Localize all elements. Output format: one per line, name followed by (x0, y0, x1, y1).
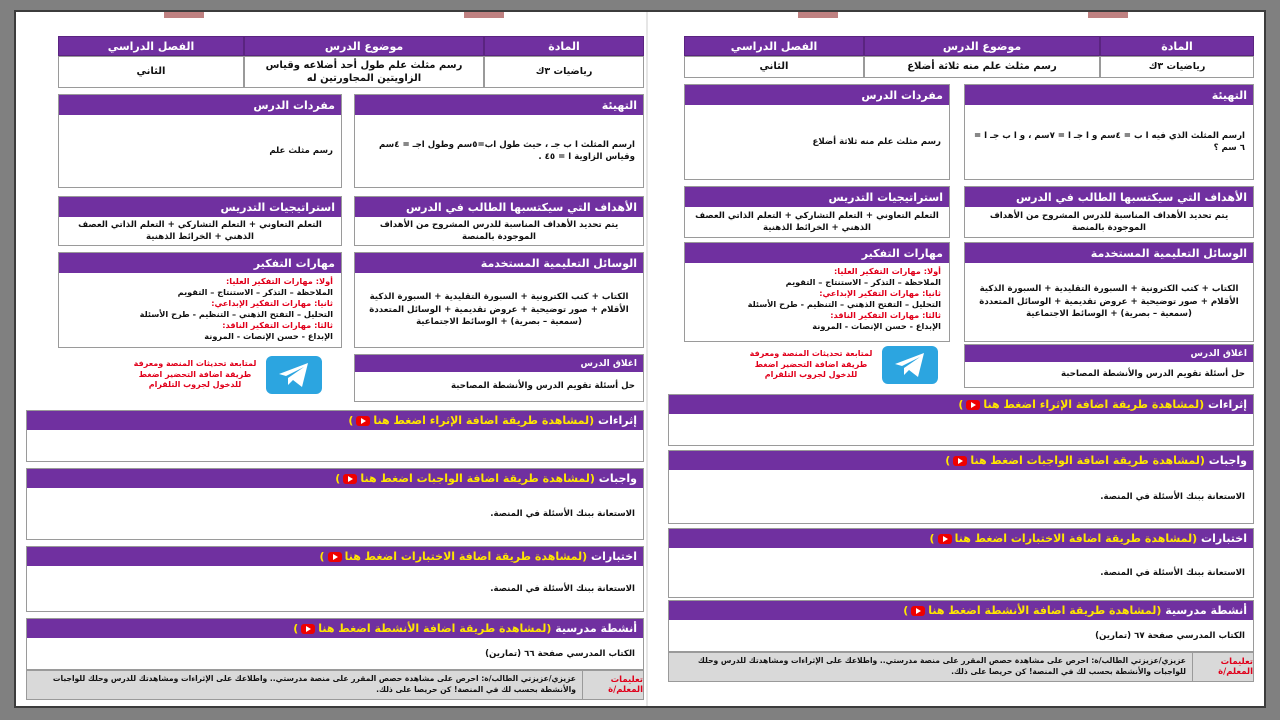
vocab-text: رسم مثلث علم (269, 145, 333, 156)
thinking-heading-critical: ثالثا: مهارات التفكير الناقد: (830, 310, 941, 321)
thinking-skills-list (685, 263, 949, 341)
youtube-icon[interactable] (356, 416, 370, 426)
page-divider (646, 12, 648, 706)
youtube-icon[interactable] (953, 456, 967, 466)
enrichment-title-bar: إثراءات (لمشاهدة طريقة اضافة الإثراء اضغط هنا ) (669, 395, 1253, 414)
warmup-section (964, 84, 1254, 180)
teacher-instructions-label: تعليمات المعلم/ة (1192, 653, 1253, 681)
vocab-title: مفردات الدرس (685, 85, 949, 105)
strategies-section (684, 186, 950, 238)
activities-link[interactable]: (لمشاهدة طريقة اضافة الأنشطة اضغط هنا (928, 604, 1162, 617)
thinking-skills-section (58, 252, 342, 348)
closing-text: حل أسئلة تقويم الدرس والأنشطة المصاحبة (451, 381, 635, 392)
subject-header: المادة (484, 36, 644, 56)
activities-section (668, 600, 1254, 652)
warmup-section (354, 94, 644, 188)
thinking-line-higher: الملاحظة – التذكر – الاستنتاج – التقويم (177, 287, 333, 298)
enrichment-link[interactable]: (لمشاهدة طريقة اضافة الإثراء اضغط هنا (983, 398, 1205, 411)
activities-title: أنشطة مدرسية (1165, 604, 1247, 617)
goals-section (964, 186, 1254, 238)
activities-section (26, 618, 644, 670)
telegram-icon[interactable] (266, 356, 322, 394)
teacher-instructions-text: عزيزي/عزيزتي الطالب/ة: احرص على مشاهدة حصص المقرر على منصة مدرستي.. واطلاعك على الإثراءات ومشاهدتك للدرس وحلك للواجبات والأنشطة بحسب لك في المنصة! كن حريصا على ذلك. (697, 656, 1186, 676)
homework-link[interactable]: (لمشاهدة طريقة اضافة الواجبات اضغط هنا (360, 472, 595, 485)
lesson-plan-page-left (26, 12, 644, 706)
topic-header: موضوع الدرس (244, 36, 484, 56)
media-text: الكتاب + كتب الكترونية + السبورة التقليدية + السبورة الذكية الأقلام + صور توضيحية + عروض تقديمية + الوسائل المتعددة (سمعية – بصرية) + الوسائط الاجتماعية (369, 292, 629, 328)
youtube-icon[interactable] (938, 534, 952, 544)
homework-section (26, 468, 644, 540)
homework-section (668, 450, 1254, 524)
telegram-promo[interactable] (746, 346, 938, 384)
strategies-section (58, 196, 342, 246)
thinking-title: مهارات التفكير (59, 253, 341, 273)
tests-text: الاستعانة ببنك الأسئلة في المنصة. (1100, 567, 1245, 578)
enrichment-section (668, 394, 1254, 446)
goals-title: الأهداف التي سيكتسبها الطالب في الدرس (355, 197, 643, 217)
thinking-line-creative: التحليل – التفتح الذهني – التنظيم - طرح الأسئلة (747, 299, 941, 310)
teacher-instructions-label: تعليمات المعلم/ة (582, 671, 643, 699)
topic-value: رسم مثلث علم منه ثلاثة أضلاع (864, 56, 1100, 78)
activities-title-bar: أنشطة مدرسية (لمشاهدة طريقة اضافة الأنشطة اضغط هنا ) (27, 619, 643, 638)
youtube-icon[interactable] (301, 624, 315, 634)
tests-title-bar: اختبارات (لمشاهدة طريقة اضافة الاختبارات اضغط هنا ) (669, 529, 1253, 548)
goals-text: يتم تحديد الأهداف المناسبة للدرس المشروح من الأهداف الموجودة بالمنصة (379, 219, 619, 242)
teacher-instructions (668, 652, 1254, 682)
media-title: الوسائل التعليمية المستخدمة (355, 253, 643, 273)
goals-section (354, 196, 644, 246)
term-value: الثاني (58, 56, 244, 88)
top-decoration (164, 12, 204, 18)
enrichment-title: إثراءات (1208, 398, 1247, 411)
strategies-title: استراتيجيات التدريس (685, 187, 949, 207)
strategies-text: التعلم التعاوني + التعلم التشاركي + التعلم الذاتي العصف الذهني + الخرائط الذهنية (78, 219, 322, 242)
teacher-instructions (26, 670, 644, 700)
term-value: الثاني (684, 56, 864, 78)
topic-value: رسم مثلث علم طول أحد أضلاعه وقياس الزاويتين المجاورتين له (244, 56, 484, 88)
vocab-title: مفردات الدرس (59, 95, 341, 115)
top-decoration (1088, 12, 1128, 18)
homework-link[interactable]: (لمشاهدة طريقة اضافة الواجبات اضغط هنا (970, 454, 1205, 467)
activities-link[interactable]: (لمشاهدة طريقة اضافة الأنشطة اضغط هنا (318, 622, 552, 635)
homework-title-bar: واجبات (لمشاهدة طريقة اضافة الواجبات اضغط هنا ) (669, 451, 1253, 470)
vocab-section (684, 84, 950, 180)
thinking-heading-creative: ثانيا: مهارات التفكير الإبداعي: (819, 288, 941, 299)
enrichment-title-bar: إثراءات (لمشاهدة طريقة اضافة الإثراء اضغط هنا ) (27, 411, 643, 430)
tests-text: الاستعانة ببنك الأسئلة في المنصة. (490, 583, 635, 594)
lesson-plan-page-right (650, 12, 1268, 706)
tests-title-bar: اختبارات (لمشاهدة طريقة اضافة الاختبارات اضغط هنا ) (27, 547, 643, 566)
subject-header: المادة (1100, 36, 1254, 56)
tests-link[interactable]: (لمشاهدة طريقة اضافة الاختبارات اضغط هنا (344, 550, 588, 563)
goals-title: الأهداف التي سيكتسبها الطالب في الدرس (965, 187, 1253, 207)
term-header: الفصل الدراسي (684, 36, 864, 56)
thinking-skills-section (684, 242, 950, 342)
closing-title: اغلاق الدرس (965, 345, 1253, 362)
thinking-heading-higher: أولا: مهارات التفكير العليا: (834, 266, 941, 276)
homework-text: الاستعانة ببنك الأسئلة في المنصة. (1100, 491, 1245, 502)
term-header: الفصل الدراسي (58, 36, 244, 56)
strategies-text: التعلم التعاوني + التعلم التشاركي + التعلم الذاتي العصف الذهني + الخرائط الذهنية (695, 210, 939, 233)
thinking-heading-higher: أولا: مهارات التفكير العليا: (226, 276, 333, 286)
homework-text: الاستعانة ببنك الأسئلة في المنصة. (490, 508, 635, 519)
media-title: الوسائل التعليمية المستخدمة (965, 243, 1253, 263)
closing-text: حل أسئلة تقويم الدرس والأنشطة المصاحبة (1061, 369, 1245, 380)
homework-title: واجبات (598, 472, 637, 485)
youtube-icon[interactable] (966, 400, 980, 410)
top-decoration (464, 12, 504, 18)
activities-title: أنشطة مدرسية (555, 622, 637, 635)
activities-text: الكتاب المدرسي صفحة ٦٧ (تمارين) (1095, 630, 1245, 641)
tests-section (26, 546, 644, 612)
tests-link[interactable]: (لمشاهدة طريقة اضافة الاختبارات اضغط هنا (954, 532, 1198, 545)
warmup-title: التهيئة (355, 95, 643, 115)
enrichment-link[interactable]: (لمشاهدة طريقة اضافة الإثراء اضغط هنا (373, 414, 595, 427)
closing-section (354, 354, 644, 402)
teacher-instructions-text: عزيزي/عزيزتي الطالب/ة: احرص على مشاهدة حصص المقرر على منصة مدرستي.. واطلاعك على الإثراءات ومشاهدتك للدرس وحلك للواجبات والأنشطة بحسب لك في المنصة! كن حريصا على ذلك. (52, 674, 576, 694)
enrichment-title: إثراءات (598, 414, 637, 427)
thinking-line-critical: الإبداع - حسن الإنصات - المرونة (204, 331, 333, 342)
warmup-text: ارسم المثلث ا ب جـ ، حيث طول اب=٥سم وطول اجـ = ٤سم وقياس الزاوية ا = ٤٥ . (379, 139, 635, 162)
tests-title: اختبارات (591, 550, 637, 563)
goals-text: يتم تحديد الأهداف المناسبة للدرس المشروح من الأهداف الموجودة بالمنصة (989, 210, 1229, 233)
closing-section (964, 344, 1254, 388)
activities-text: الكتاب المدرسي صفحة ٦٦ (تمارين) (485, 648, 635, 659)
youtube-icon[interactable] (911, 606, 925, 616)
thinking-line-creative: التحليل – التفتح الذهني – التنظيم - طرح الأسئلة (139, 309, 333, 320)
telegram-promo-text[interactable]: لمتابعة تحديثات المنصة ومعرفة طريقة اضافة التحضير اضغط للدخول لجروب التلقرام (133, 358, 257, 390)
topic-header: موضوع الدرس (864, 36, 1100, 56)
youtube-icon[interactable] (343, 474, 357, 484)
tests-title: اختبارات (1201, 532, 1247, 545)
telegram-promo-text[interactable]: لمتابعة تحديثات المنصة ومعرفة طريقة اضافة التحضير اضغط للدخول لجروب التلقرام (749, 348, 873, 380)
subject-value: رياضيات ٣ك (484, 56, 644, 88)
tests-section (668, 528, 1254, 598)
top-decoration (798, 12, 838, 18)
media-section (354, 252, 644, 348)
closing-title: اغلاق الدرس (355, 355, 643, 372)
vocab-text: رسم مثلث علم منه ثلاثة أضلاع (812, 136, 941, 147)
youtube-icon[interactable] (328, 552, 342, 562)
thinking-line-higher: الملاحظة – التذكر – الاستنتاج – التقويم (785, 277, 941, 288)
thinking-skills-list (59, 273, 341, 347)
thinking-title: مهارات التفكير (685, 243, 949, 263)
media-section (964, 242, 1254, 342)
subject-value: رياضيات ٣ك (1100, 56, 1254, 78)
enrichment-section (26, 410, 644, 462)
homework-title: واجبات (1208, 454, 1247, 467)
warmup-title: التهيئة (965, 85, 1253, 105)
warmup-text: ارسم المثلث الذي فيه ا ب = ٤سم و ا جـ ا = ٧سم ، و ا ب جـ ا = ٦ سم ؟ (973, 130, 1245, 153)
strategies-title: استراتيجيات التدريس (59, 197, 341, 217)
telegram-promo[interactable] (130, 356, 322, 394)
thinking-line-critical: الإبداع - حسن الإنصات - المرونة (812, 321, 941, 332)
document-frame (14, 10, 1266, 708)
vocab-section (58, 94, 342, 188)
homework-title-bar: واجبات (لمشاهدة طريقة اضافة الواجبات اضغط هنا ) (27, 469, 643, 488)
thinking-heading-critical: ثالثا: مهارات التفكير الناقد: (222, 320, 333, 331)
activities-title-bar: أنشطة مدرسية (لمشاهدة طريقة اضافة الأنشطة اضغط هنا ) (669, 601, 1253, 620)
telegram-icon[interactable] (882, 346, 938, 384)
media-text: الكتاب + كتب الكترونية + السبورة التقليدية + السبورة الذكية الأقلام + صور توضيحية + عروض تقديمية + الوسائل المتعددة (سمعية – بصرية) + الوسائط الاجتماعية (979, 284, 1239, 320)
thinking-heading-creative: ثانيا: مهارات التفكير الإبداعي: (211, 298, 333, 309)
